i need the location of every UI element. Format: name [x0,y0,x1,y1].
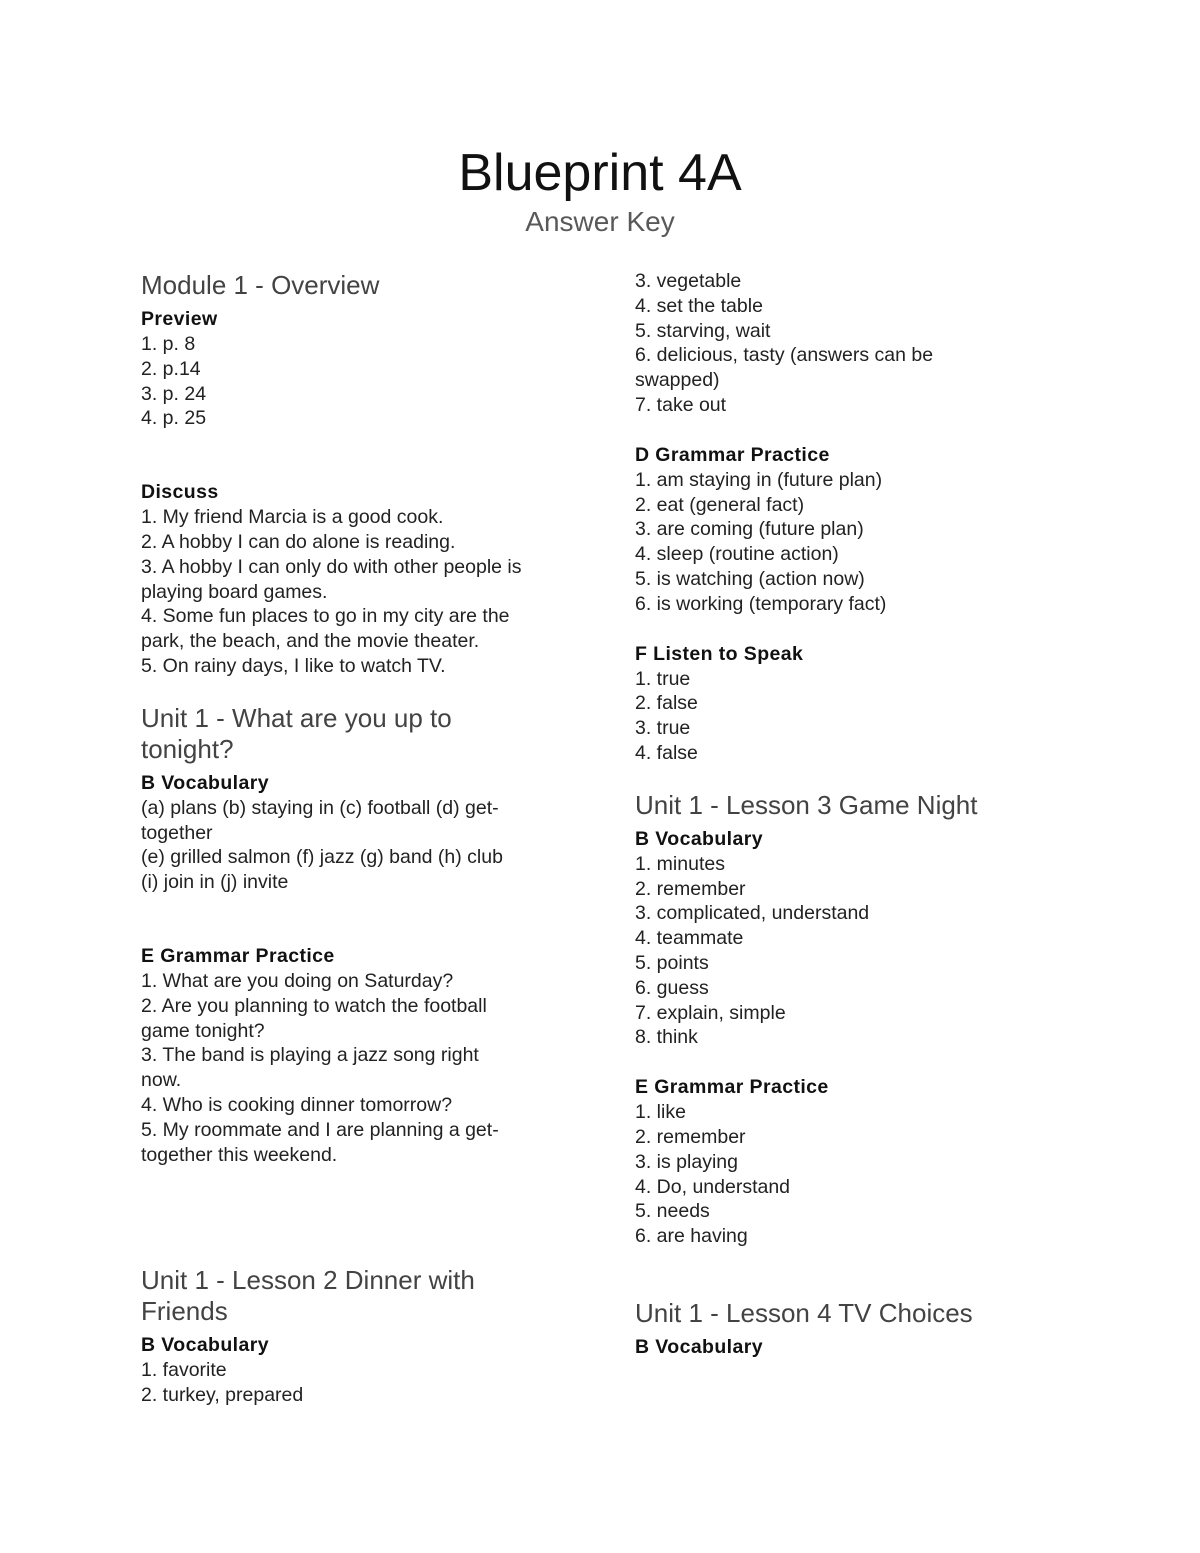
lesson2-grammar-item: 5. is watching (action now) [635,567,865,590]
lesson3-vocabulary-item: 5. points [635,951,709,974]
unit1-vocabulary-label: B Vocabulary [141,771,269,794]
lesson2-listen-label: F Listen to Speak [635,642,804,665]
discuss-label: Discuss [141,481,219,504]
lesson3-vocabulary-item: 2. remember [635,877,746,900]
unit1-vocabulary-item: (e) grilled salmon (f) jazz (g) band (h) club [141,846,503,869]
unit1-grammar-label: E Grammar Practice [141,944,335,967]
preview-item: 1. p. 8 [141,333,196,355]
lesson2-heading-line2: Friends [141,1296,228,1327]
lesson3-grammar-item: 6. are having [635,1225,748,1248]
lesson3-grammar-item: 5. needs [635,1200,710,1223]
lesson2-listen-item: 2. false [635,692,698,715]
lesson3-vocabulary-item: 8. think [635,1026,698,1049]
lesson3-vocabulary-item: 1. minutes [635,852,725,875]
lesson3-grammar-item: 3. is playing [635,1150,738,1173]
spacer [635,1249,1055,1298]
spacer [635,418,1055,443]
discuss-item: 3. A hobby I can only do with other people is [141,555,522,578]
lesson2-heading-line1: Unit 1 - Lesson 2 Dinner with [141,1265,475,1296]
discuss-item: playing board games. [141,580,328,603]
unit1-heading-line2: tonight? [141,733,234,764]
lesson2-vocabulary-item: 3. vegetable [635,270,742,292]
lesson2-listen-item: 4. false [635,741,698,764]
unit1-grammar-item: 2. Are you planning to watch the football [141,994,487,1017]
spacer [635,1050,1055,1075]
preview-item: 2. p.14 [141,357,201,380]
right-column [635,269,1055,1360]
lesson3-vocabulary-item: 6. guess [635,976,709,999]
lesson3-grammar-item: 4. Do, understand [635,1175,791,1198]
lesson3-vocabulary-label: B Vocabulary [635,827,763,850]
lesson3-vocabulary-item: 3. complicated, understand [635,902,870,925]
preview-label: Preview [141,308,218,330]
preview-item: 3. p. 24 [141,382,207,405]
lesson4-heading: Unit 1 - Lesson 4 TV Choices [635,1297,973,1328]
preview-item: 4. p. 25 [141,407,207,430]
lesson4-vocabulary-label: B Vocabulary [635,1335,763,1358]
lesson2-grammar-item: 3. are coming (future plan) [635,518,864,541]
lesson2-vocabulary-item: 6. delicious, tasty (answers can be [635,344,934,367]
lesson3-grammar-item: 1. like [635,1101,686,1124]
unit1-grammar-item: 1. What are you doing on Saturday? [141,969,454,992]
unit1-vocabulary-item: (a) plans (b) staying in (c) football (d) get- [141,796,499,819]
unit1-vocabulary-item: (i) join in (j) invite [141,871,289,894]
spacer [141,895,571,944]
lesson2-grammar-item: 4. sleep (routine action) [635,543,839,566]
lesson3-grammar-item: 2. remember [635,1125,746,1148]
unit1-grammar-item: together this weekend. [141,1143,338,1166]
lesson2-vocabulary-item: 7. take out [635,393,727,416]
lesson2-grammar-label: D Grammar Practice [635,443,830,466]
lesson2-vocabulary-item: swapped) [635,369,720,392]
unit1-vocabulary-item: together [141,821,213,844]
lesson2-vocabulary-item: 4. set the table [635,294,763,317]
spacer [141,1167,571,1241]
module1-heading: Module 1 - Overview [141,270,380,300]
spacer [141,431,571,480]
document-subtitle: Answer Key [525,206,675,237]
discuss-item: park, the beach, and the movie theater. [141,630,480,653]
lesson2-vocabulary-item: 5. starving, wait [635,319,771,342]
lesson2-grammar-item: 1. am staying in (future plan) [635,468,883,491]
unit1-grammar-item: 5. My roommate and I are planning a get- [141,1118,499,1141]
discuss-item: 1. My friend Marcia is a good cook. [141,506,444,529]
lesson2-grammar-item: 2. eat (general fact) [635,493,805,516]
unit1-grammar-item: 4. Who is cooking dinner tomorrow? [141,1093,453,1116]
lesson3-vocabulary-item: 7. explain, simple [635,1001,786,1024]
lesson2-vocabulary-label: B Vocabulary [141,1334,269,1357]
lesson2-grammar-item: 6. is working (temporary fact) [635,592,887,615]
document-title: Blueprint 4A [458,144,742,202]
lesson2-listen-item: 3. true [635,717,691,740]
lesson2-vocabulary-item: 2. turkey, prepared [141,1384,304,1407]
lesson3-grammar-label: E Grammar Practice [635,1076,829,1099]
discuss-item: 5. On rainy days, I like to watch TV. [141,654,446,677]
unit1-grammar-item: game tonight? [141,1019,265,1042]
lesson3-vocabulary-item: 4. teammate [635,927,744,950]
spacer [635,617,1055,642]
left-column [141,270,571,1408]
discuss-item: 4. Some fun places to go in my city are the [141,605,510,628]
unit1-heading-line1: Unit 1 - What are you up to [141,702,452,733]
lesson3-heading: Unit 1 - Lesson 3 Game Night [635,789,978,820]
unit1-grammar-item: 3. The band is playing a jazz song right [141,1044,479,1067]
unit1-grammar-item: now. [141,1069,182,1092]
discuss-item: 2. A hobby I can do alone is reading. [141,530,456,553]
lesson2-vocabulary-item: 1. favorite [141,1359,227,1382]
lesson2-listen-item: 1. true [635,667,691,690]
